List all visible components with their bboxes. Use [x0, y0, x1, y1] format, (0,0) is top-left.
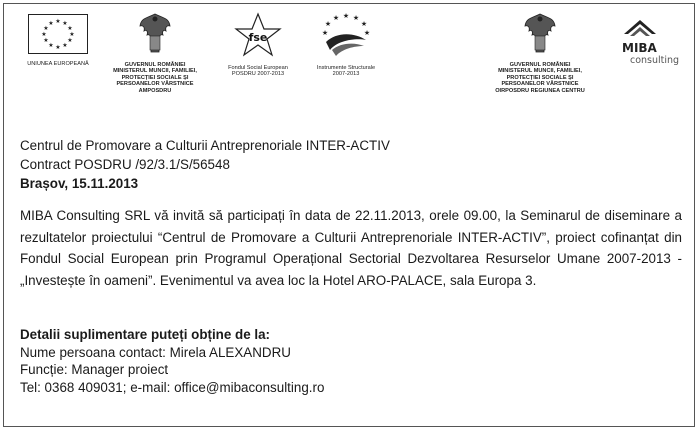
svg-text:★: ★	[67, 25, 73, 32]
svg-text:★: ★	[48, 20, 54, 27]
fse-logo	[213, 12, 303, 78]
contact-person: Nume persoana contact: Mirela ALEXANDRU	[20, 344, 291, 360]
fse-star-icon	[234, 12, 282, 58]
romania-coat-of-arms-icon	[522, 12, 558, 58]
gov2-caption: GUVERNUL ROMÂNIEI MINISTERUL MUNCII, FAMILIEI, PROTECȚIEI SOCIALE ȘI PERSOANELOR VÂRSTNICE OIRPOSDRU REGIUNEA CENTRU	[495, 62, 585, 94]
miba-house-icon	[612, 14, 688, 70]
svg-text:★: ★	[360, 20, 368, 28]
is-caption: Instrumente Structurale 2007-2013	[316, 65, 376, 78]
miba-sub: consulting	[630, 55, 680, 66]
details-heading: Detalii suplimentare puteți obține de la:	[20, 327, 270, 342]
svg-text:★: ★	[43, 37, 49, 44]
invitation-paragraph: MIBA Consulting SRL vă invită să participați în data de 22.11.2013, orele 09.00, la Seminarul de diseminare a rezultatelor proiectului “Centrul de Promovare a Culturii Antreprenoriale INTER-ACTIV”, proiect cofinanțat din Fondul Social European prin Programul Operațional Sectorial Dezvoltarea Resurselor Umane 2007-2013 - „Investește în oameni”. Evenimentul va avea loc la Hotel ARO-PALACE, sala Europa 3.	[20, 208, 682, 288]
svg-text:★: ★	[41, 31, 47, 38]
svg-text:★: ★	[352, 14, 360, 22]
document-header	[20, 136, 682, 193]
instrumente-structurale-logo	[303, 10, 389, 78]
eu-flag-icon	[28, 14, 88, 54]
svg-text:★: ★	[55, 18, 61, 25]
svg-text:★: ★	[321, 29, 329, 37]
eu-caption: UNIUNEA EUROPEANĂ	[27, 61, 89, 67]
svg-text:★: ★	[342, 12, 350, 20]
fse-caption: Fondul Social European POSDRU 2007-2013	[228, 65, 288, 78]
svg-text:★: ★	[62, 42, 68, 49]
svg-text:★: ★	[332, 14, 340, 22]
svg-text:★: ★	[43, 25, 49, 32]
svg-text:★: ★	[69, 31, 75, 38]
gov-logo-amposdru	[100, 12, 210, 94]
romania-coat-of-arms-icon	[137, 12, 173, 58]
project-name: Centrul de Promovare a Culturii Antreprenoriale INTER-ACTIV	[20, 138, 390, 153]
svg-text:★: ★	[62, 20, 68, 27]
svg-text:★: ★	[363, 29, 371, 37]
place-date: Brașov, 15.11.2013	[20, 176, 139, 191]
gov1-caption: GUVERNUL ROMÂNIEI MINISTERUL MUNCII, FAMILIEI, PROTECȚIEI SOCIALE ȘI PERSOANELOR VÂRSTNICE AMPOSDRU	[113, 62, 197, 94]
contact-phone-email: Tel: 0368 409031; e-mail: office@mibaconsulting.ro	[20, 379, 325, 395]
logo-bar	[0, 0, 700, 110]
gov-logo-oirposdru	[470, 12, 610, 94]
contract-number: Contract POSDRU /92/3.1/S/56548	[20, 157, 230, 172]
stars-swoosh-icon	[318, 10, 374, 62]
miba-logo	[612, 14, 688, 70]
eu-logo	[18, 14, 98, 67]
fse-mark-text: fse	[248, 31, 268, 44]
contact-details	[20, 326, 682, 396]
svg-text:★: ★	[55, 44, 61, 51]
svg-text:★: ★	[48, 42, 54, 49]
svg-text:★: ★	[324, 20, 332, 28]
contact-role: Funcție: Manager proiect	[20, 362, 169, 378]
miba-name: MIBA	[622, 41, 657, 55]
svg-text:★: ★	[67, 37, 73, 44]
